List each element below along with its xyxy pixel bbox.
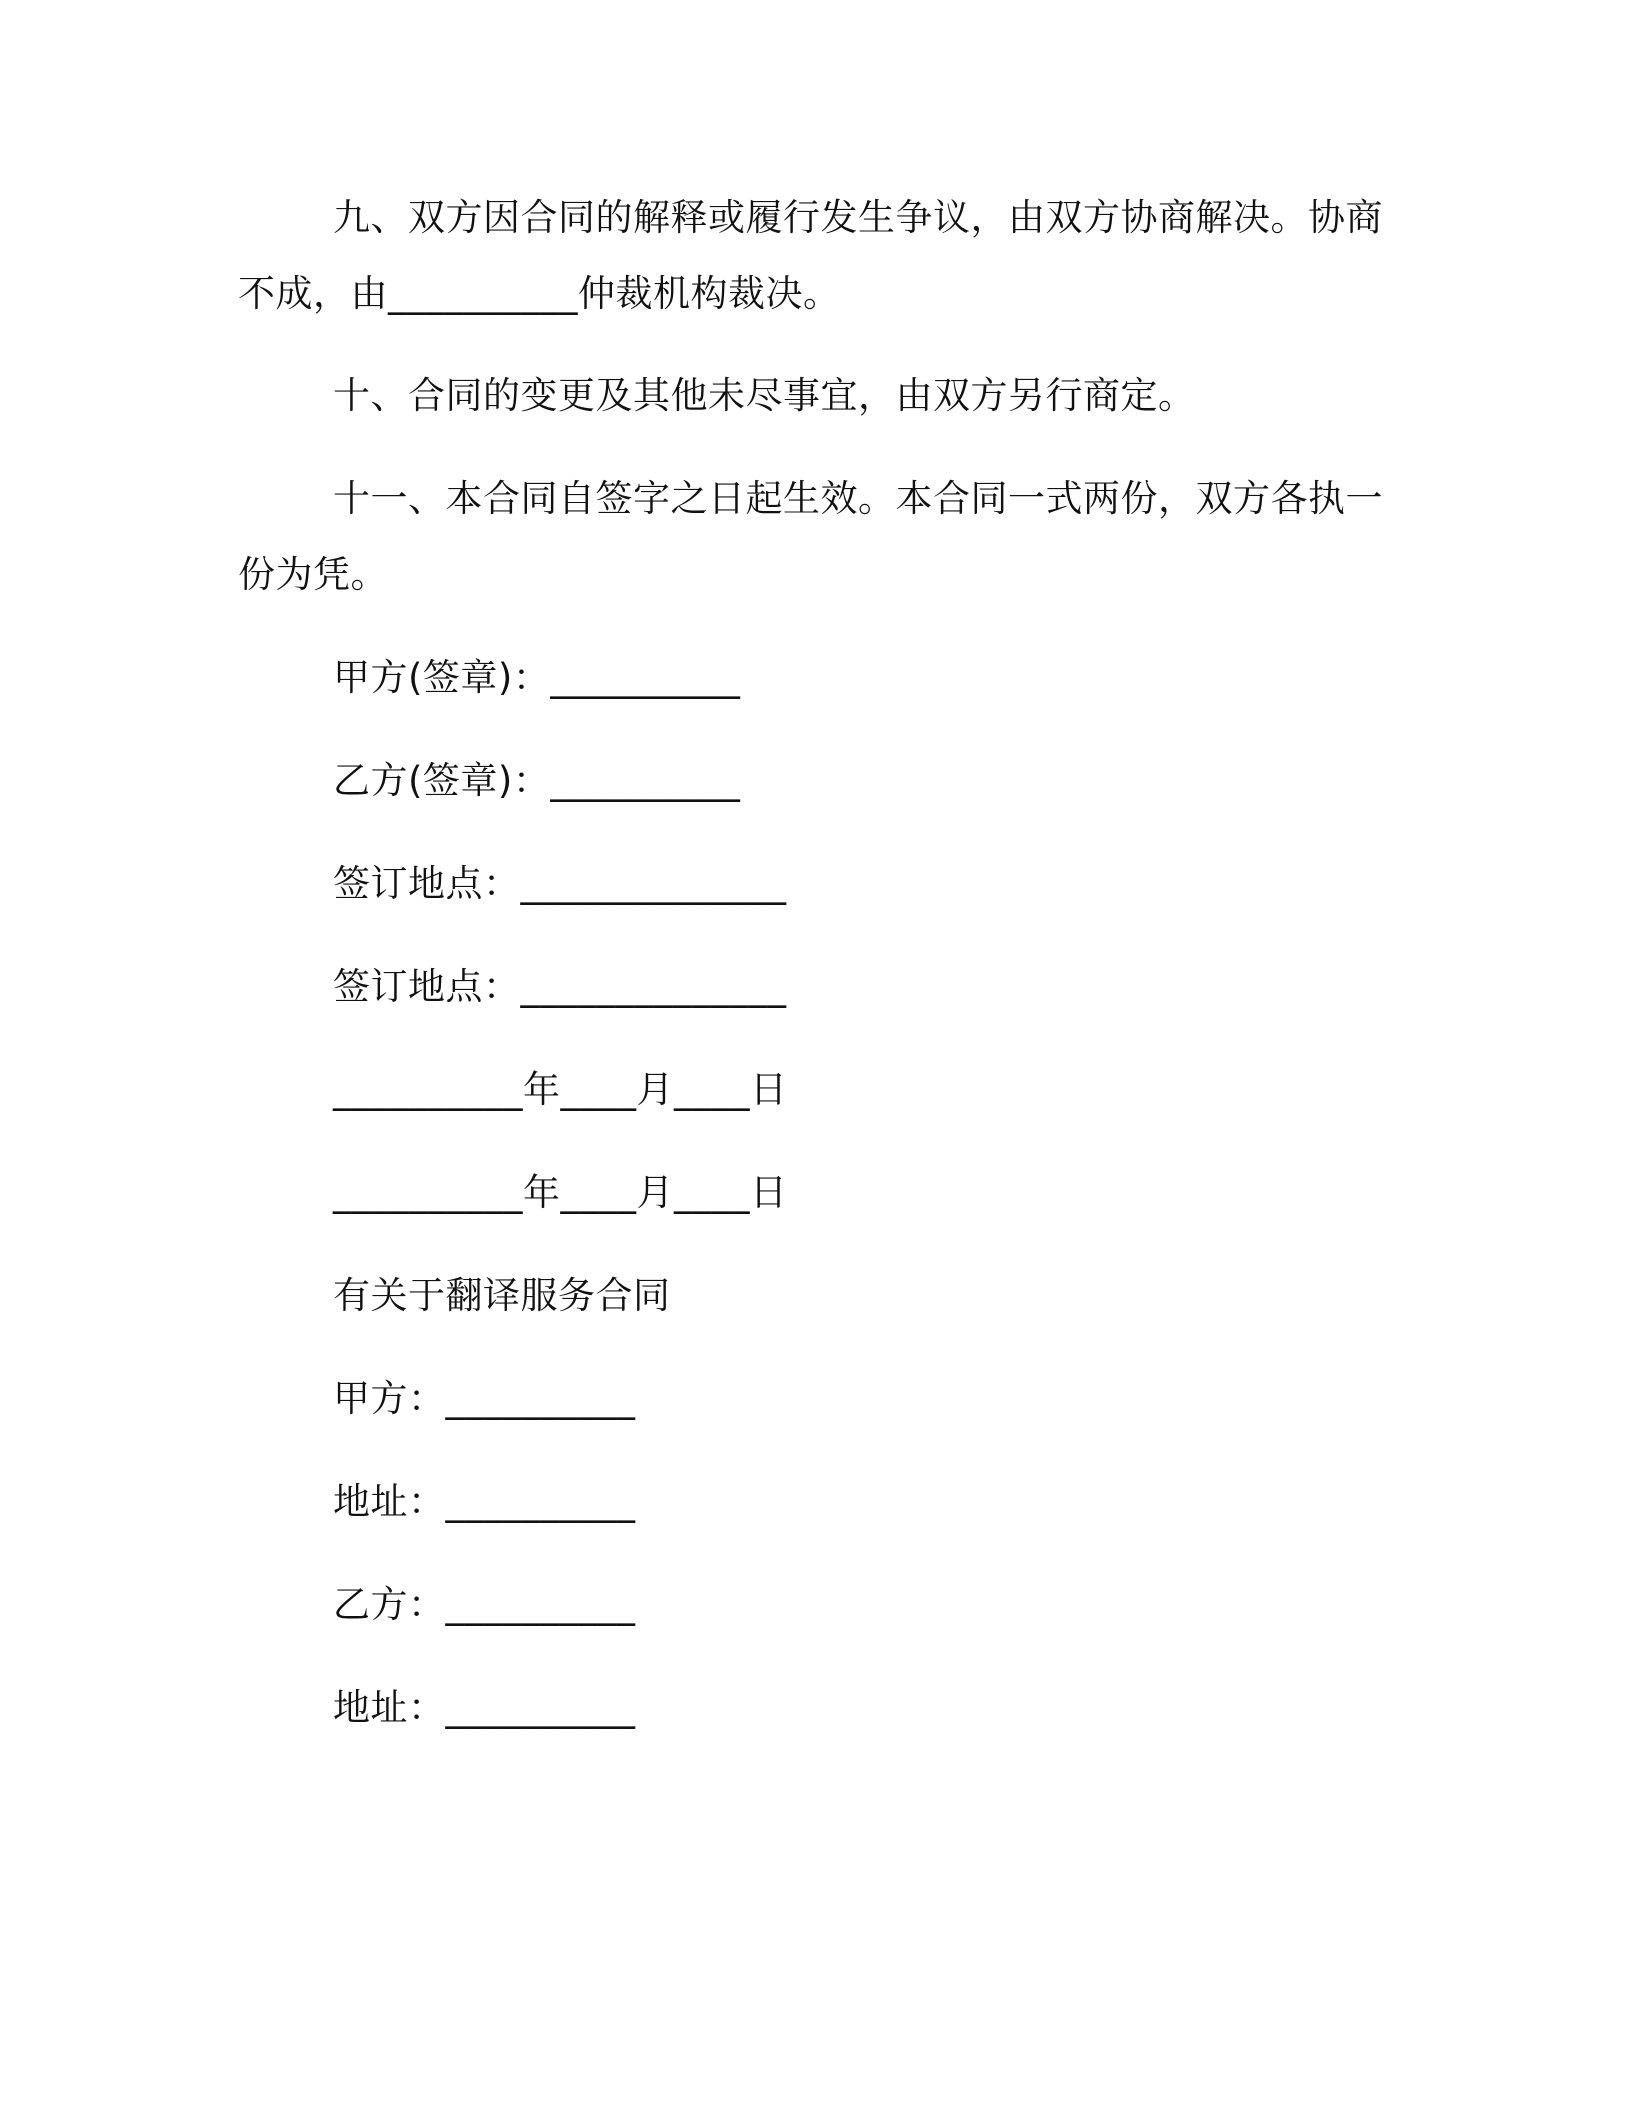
sign-place-field-1: 签订地点：______________ [333,862,787,905]
address-b-field: 地址：__________ [333,1686,636,1729]
party-b-field: 乙方：__________ [333,1583,636,1626]
clause-9-line-1: 九、双方因合同的解释或履行发生争议，由双方协商解决。协商 [333,196,1383,239]
sign-place-field-2: 签订地点：______________ [333,965,787,1008]
party-a-seal-field: 甲方(签章)：__________ [333,656,741,699]
contract-title: 有关于翻译服务合同 [333,1274,671,1317]
clause-11-line-2: 份为凭。 [238,553,388,596]
clause-10: 十、合同的变更及其他未尽事宜，由双方另行商定。 [333,374,1196,417]
address-a-field: 地址：__________ [333,1480,636,1523]
date-field-2: __________年____月____日 [333,1171,788,1214]
clause-11-line-1: 十一、本合同自签字之日起生效。本合同一式两份，双方各执一 [333,477,1383,520]
party-b-seal-field: 乙方(签章)：__________ [333,759,741,802]
date-field-1: __________年____月____日 [333,1068,788,1111]
party-a-field: 甲方：__________ [333,1377,636,1420]
clause-9-line-2: 不成，由__________仲裁机构裁决。 [238,272,841,315]
